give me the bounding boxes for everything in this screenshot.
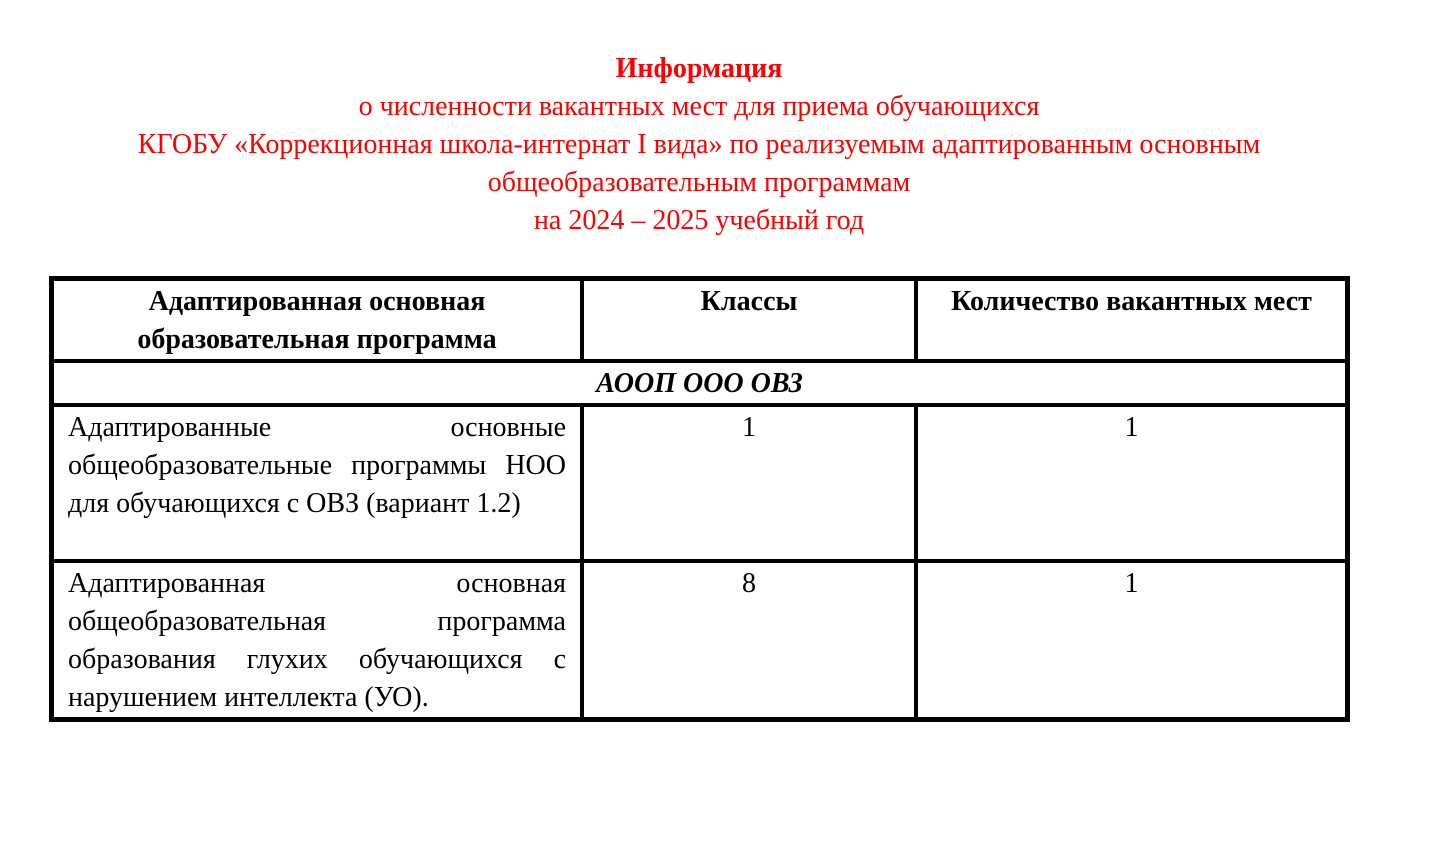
heading-line-4: на 2024 – 2025 учебный год	[533, 205, 865, 236]
document-title: Информация	[615, 53, 783, 84]
classes-cell: 1	[582, 405, 916, 561]
table-row	[52, 561, 1347, 719]
heading-line-1: о численности вакантных мест для приема обучающихся	[358, 91, 1040, 122]
header-program: Адаптированная основная образовательная программа	[52, 279, 582, 361]
program-cell: Адаптированная основная общеобразовательная программа образования глухих обучающихся с нарушением интеллекта (УО).	[52, 561, 582, 719]
vacancies-cell: 1	[916, 405, 1347, 561]
vacancies-cell: 1	[916, 561, 1347, 719]
header-classes: Классы	[582, 279, 916, 361]
table-row	[52, 405, 1347, 561]
header-vacancies: Количество вакантных мест	[916, 279, 1347, 361]
section-title: АООП ООО ОВЗ	[52, 361, 1347, 405]
heading-line-2: КГОБУ «Коррекционная школа-интернат I вида» по реализуемым адаптированным основным	[137, 129, 1261, 160]
vacancies-table	[49, 276, 1350, 722]
document-heading	[0, 50, 1398, 240]
classes-cell: 8	[582, 561, 916, 719]
table-header-row	[52, 279, 1347, 361]
heading-line-3: общеобразовательным программам	[487, 167, 911, 198]
program-cell: Адаптированные основные общеобразовательные программы НОО для обучающихся с ОВЗ (вариант 1.2)	[52, 405, 582, 561]
section-row	[52, 361, 1347, 405]
